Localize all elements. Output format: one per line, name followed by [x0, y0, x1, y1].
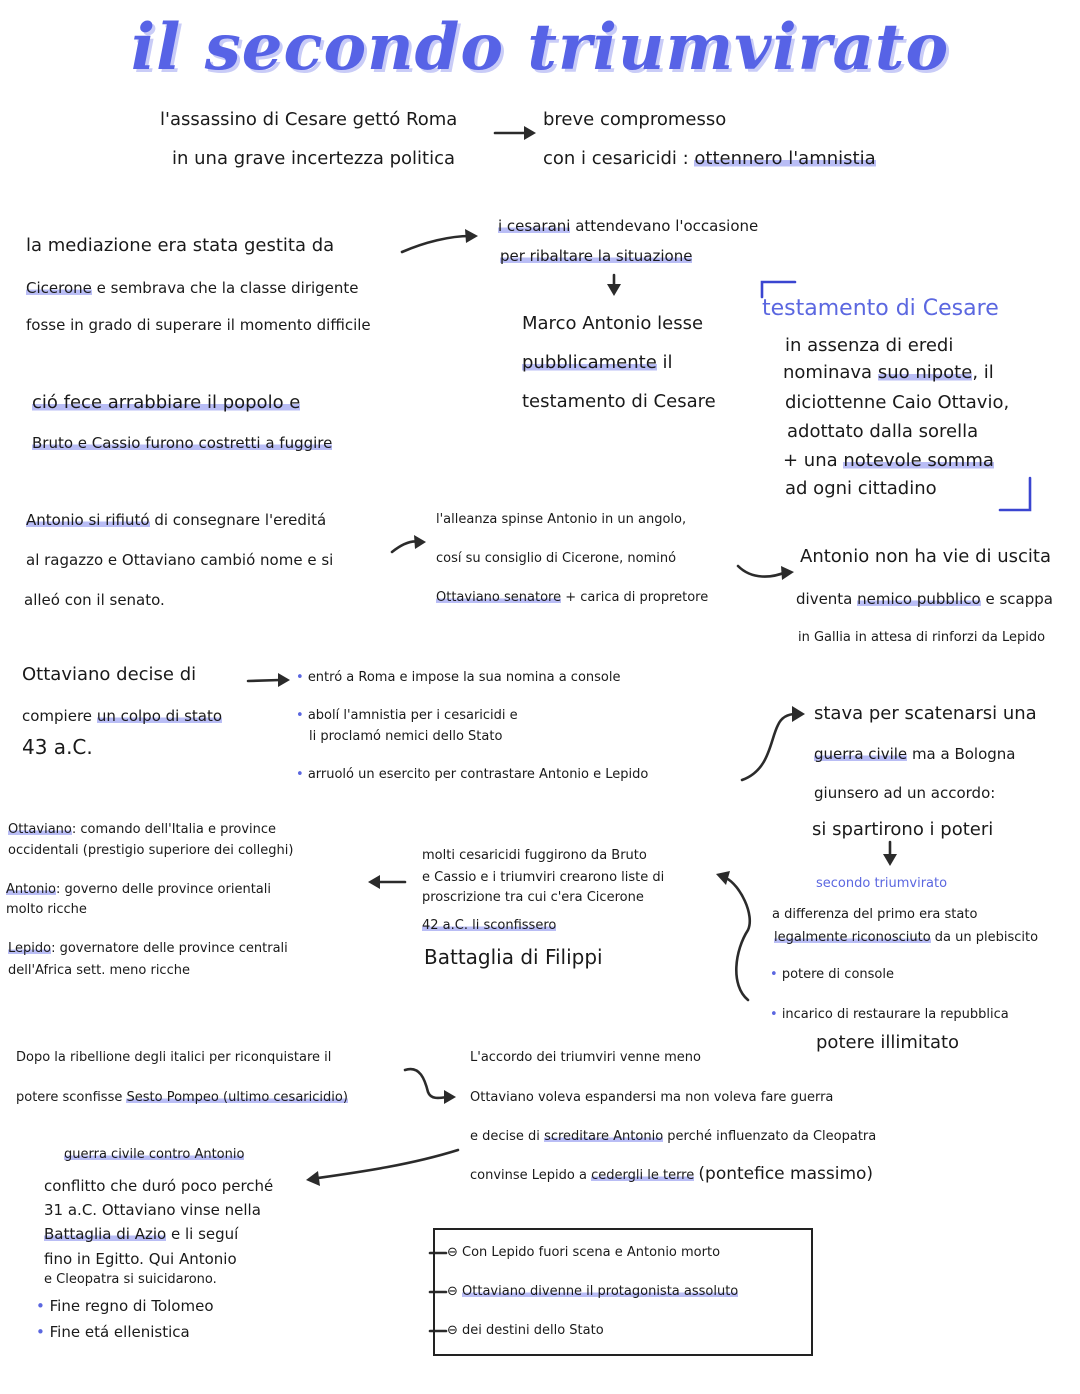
- arrow-alliance-head: [781, 566, 794, 580]
- war-line-1: stava per scatenarsi una: [814, 703, 1037, 724]
- arrow-mediation-head: [465, 229, 478, 243]
- arrow-philippi: [726, 878, 750, 1000]
- arrow-cesarians-down-head: [607, 284, 621, 296]
- testament-line-6: ad ogni cittadino: [785, 478, 937, 499]
- civilwar-line-5: e Cleopatra si suicidarono.: [44, 1272, 217, 1287]
- alliance-line-1: l'alleanza spinse Antonio in un angolo,: [436, 512, 687, 527]
- intro-right-2: con i cesaricidi : ottennero l'amnistia: [543, 148, 876, 169]
- arrow-war-head: [792, 706, 805, 722]
- arrow-coup: [248, 680, 280, 681]
- pompey-line-1: Dopo la ribellione degli italici per riconquistare il: [16, 1050, 332, 1065]
- division-lepido: Lepido: governatore delle province centrali: [8, 941, 288, 956]
- amnesty-highlight: ottennero l'amnistia: [694, 148, 876, 169]
- division-ottaviano: Ottaviano: comando dell'Italia e province: [8, 822, 277, 837]
- coup-bullet-3: • arruoló un esercito per contrastare Antonio e Lepido: [296, 767, 649, 782]
- bracket-testament-top: [762, 282, 795, 297]
- cesarians-line-1: i cesarani attendevano l'occasione: [498, 217, 759, 235]
- page-title: il secondo triumvirato: [130, 10, 950, 85]
- second-bullet-2: • incarico di restaurare la repubblica: [770, 1007, 1009, 1022]
- escape-line-1: Antonio non ha vie di uscita: [800, 546, 1052, 567]
- arrow-war-down-head: [883, 854, 897, 866]
- coup-line-2: compiere un colpo di stato: [22, 707, 223, 725]
- mediation-line-3: fosse in grado di superare il momento difficile: [26, 316, 371, 334]
- bracket-testament-bottom: [1000, 478, 1030, 510]
- war-line-4: si spartirono i poteri: [812, 819, 994, 840]
- refusal-line-1: Antonio si rifiutó di consegnare l'ereditá: [26, 511, 327, 529]
- war-line-2: guerra civile ma a Bologna: [814, 745, 1016, 763]
- second-line-1: a differenza del primo era stato: [772, 907, 978, 922]
- coup-line-1: Ottaviano decise di: [22, 664, 197, 685]
- mediation-line-2: Cicerone e sembrava che la classe dirigente: [26, 279, 359, 297]
- arrow-civilwar: [318, 1150, 458, 1178]
- coup-bullet-1: • entró a Roma e impose la sua nomina a console: [296, 670, 621, 685]
- coup-bullet-2: • abolí l'amnistia per i cesaricidi e: [296, 708, 518, 723]
- coup-bullet-2b: li proclamó nemici dello Stato: [309, 729, 503, 744]
- intro-line-1: l'assassino di Cesare gettó Roma: [160, 109, 458, 130]
- division-antonio-2: molto ricche: [6, 902, 87, 917]
- intro-line-2: in una grave incertezza politica: [172, 148, 455, 169]
- refusal-line-2: al ragazzo e Ottaviano cambió nome e si: [26, 551, 334, 569]
- war-line-3: giunsero ad un accordo:: [814, 784, 996, 802]
- arrow-coup-head: [278, 673, 290, 687]
- escape-line-3: in Gallia in attesa di rinforzi da Lepido: [798, 630, 1046, 645]
- philippi-line-3: proscrizione tra cui c'era Cicerone: [422, 890, 644, 905]
- second-triumvirate-heading: secondo triumvirato: [816, 876, 948, 891]
- cicerone-highlight: Cicerone: [26, 279, 92, 297]
- anger-line-1: ció fece arrabbiare il popolo e: [32, 392, 301, 413]
- intro-right-1: breve compromesso: [543, 109, 727, 130]
- alliance-line-3: Ottaviano senatore + carica di propretore: [436, 590, 709, 605]
- philippi-line-2: e Cassio e i triumviri crearono liste di: [422, 870, 665, 885]
- arrow-division-head: [368, 875, 380, 889]
- civilwar-bullet-2: • Fine etá ellenistica: [36, 1323, 190, 1341]
- alliance-line-2: cosí su consiglio di Cicerone, nominó: [436, 551, 677, 566]
- agreement-line-1: L'accordo dei triumviri venne meno: [470, 1050, 701, 1065]
- marco-line-1: Marco Antonio lesse: [522, 313, 704, 334]
- arrow-war: [742, 714, 796, 780]
- arrow-alliance: [738, 566, 786, 577]
- arrow-civilwar-head: [306, 1171, 320, 1186]
- testament-line-1: in assenza di eredi: [785, 335, 954, 356]
- civilwar-line-3: Battaglia di Azio e li seguí: [44, 1225, 239, 1243]
- agreement-line-4: convinse Lepido a cedergli le terre (pontefice massimo): [470, 1164, 874, 1184]
- arrow-refusal-head: [414, 535, 426, 549]
- cesarians-line-2: per ribaltare la situazione: [500, 247, 693, 265]
- agreement-line-2: Ottaviano voleva espandersi ma non voleva fare guerra: [470, 1090, 834, 1105]
- philippi-line-4: 42 a.C. li sconfissero: [422, 918, 557, 933]
- testament-line-4: adottato dalla sorella: [787, 421, 979, 442]
- marco-line-2: pubblicamente il: [522, 352, 673, 373]
- testament-line-3: diciottenne Caio Ottavio,: [785, 392, 1010, 413]
- civilwar-line-2: 31 a.C. Ottaviano vinse nella: [44, 1201, 261, 1219]
- arrow-intro-head: [524, 126, 536, 140]
- refusal-line-3: alleó con il senato.: [24, 591, 165, 609]
- testament-line-2: nominava suo nipote, il: [783, 362, 994, 383]
- anger-line-2: Bruto e Cassio furono costretti a fuggire: [32, 434, 333, 452]
- arrow-pompey-head: [444, 1090, 456, 1104]
- coup-date: 43 a.C.: [22, 735, 93, 759]
- arrow-pompey: [405, 1069, 448, 1098]
- civilwar-line-4: fino in Egitto. Qui Antonio: [44, 1250, 237, 1268]
- second-line-3: potere illimitato: [816, 1032, 960, 1053]
- civilwar-heading: guerra civile contro Antonio: [64, 1147, 245, 1162]
- arrow-philippi-head: [716, 871, 730, 885]
- civilwar-line-1: conflitto che duró poco perché: [44, 1177, 274, 1195]
- second-line-2: legalmente riconosciuto da un plebiscito: [774, 930, 1039, 945]
- testament-heading: testamento di Cesare: [762, 296, 999, 321]
- civilwar-bullet-1: • Fine regno di Tolomeo: [36, 1297, 214, 1315]
- conclusion-line-2: ⊖ Ottaviano divenne il protagonista assoluto: [447, 1284, 739, 1299]
- conclusion-line-1: ⊖ Con Lepido fuori scena e Antonio morto: [447, 1245, 721, 1260]
- marco-line-3: testamento di Cesare: [522, 391, 716, 412]
- division-lepido-2: dell'Africa sett. meno ricche: [8, 963, 190, 978]
- division-ottaviano-2: occidentali (prestigio superiore dei colleghi): [8, 843, 294, 858]
- arrow-mediation: [402, 236, 470, 252]
- pompey-line-2: potere sconfisse Sesto Pompeo (ultimo cesaricidio): [16, 1090, 348, 1105]
- arrow-refusal: [392, 541, 420, 552]
- second-bullet-1: • potere di console: [770, 967, 894, 982]
- conclusion-line-3: ⊖ dei destini dello Stato: [447, 1323, 604, 1338]
- philippi-battle: Battaglia di Filippi: [424, 945, 603, 969]
- division-antonio: Antonio: governo delle province orientali: [6, 882, 271, 897]
- testament-line-5: + una notevole somma: [783, 450, 994, 471]
- escape-line-2: diventa nemico pubblico e scappa: [796, 590, 1053, 608]
- mediation-line-1: la mediazione era stata gestita da: [26, 235, 335, 256]
- philippi-line-1: molti cesaricidi fuggirono da Bruto: [422, 848, 647, 863]
- agreement-line-3: e decise di screditare Antonio perché influenzato da Cleopatra: [470, 1129, 877, 1144]
